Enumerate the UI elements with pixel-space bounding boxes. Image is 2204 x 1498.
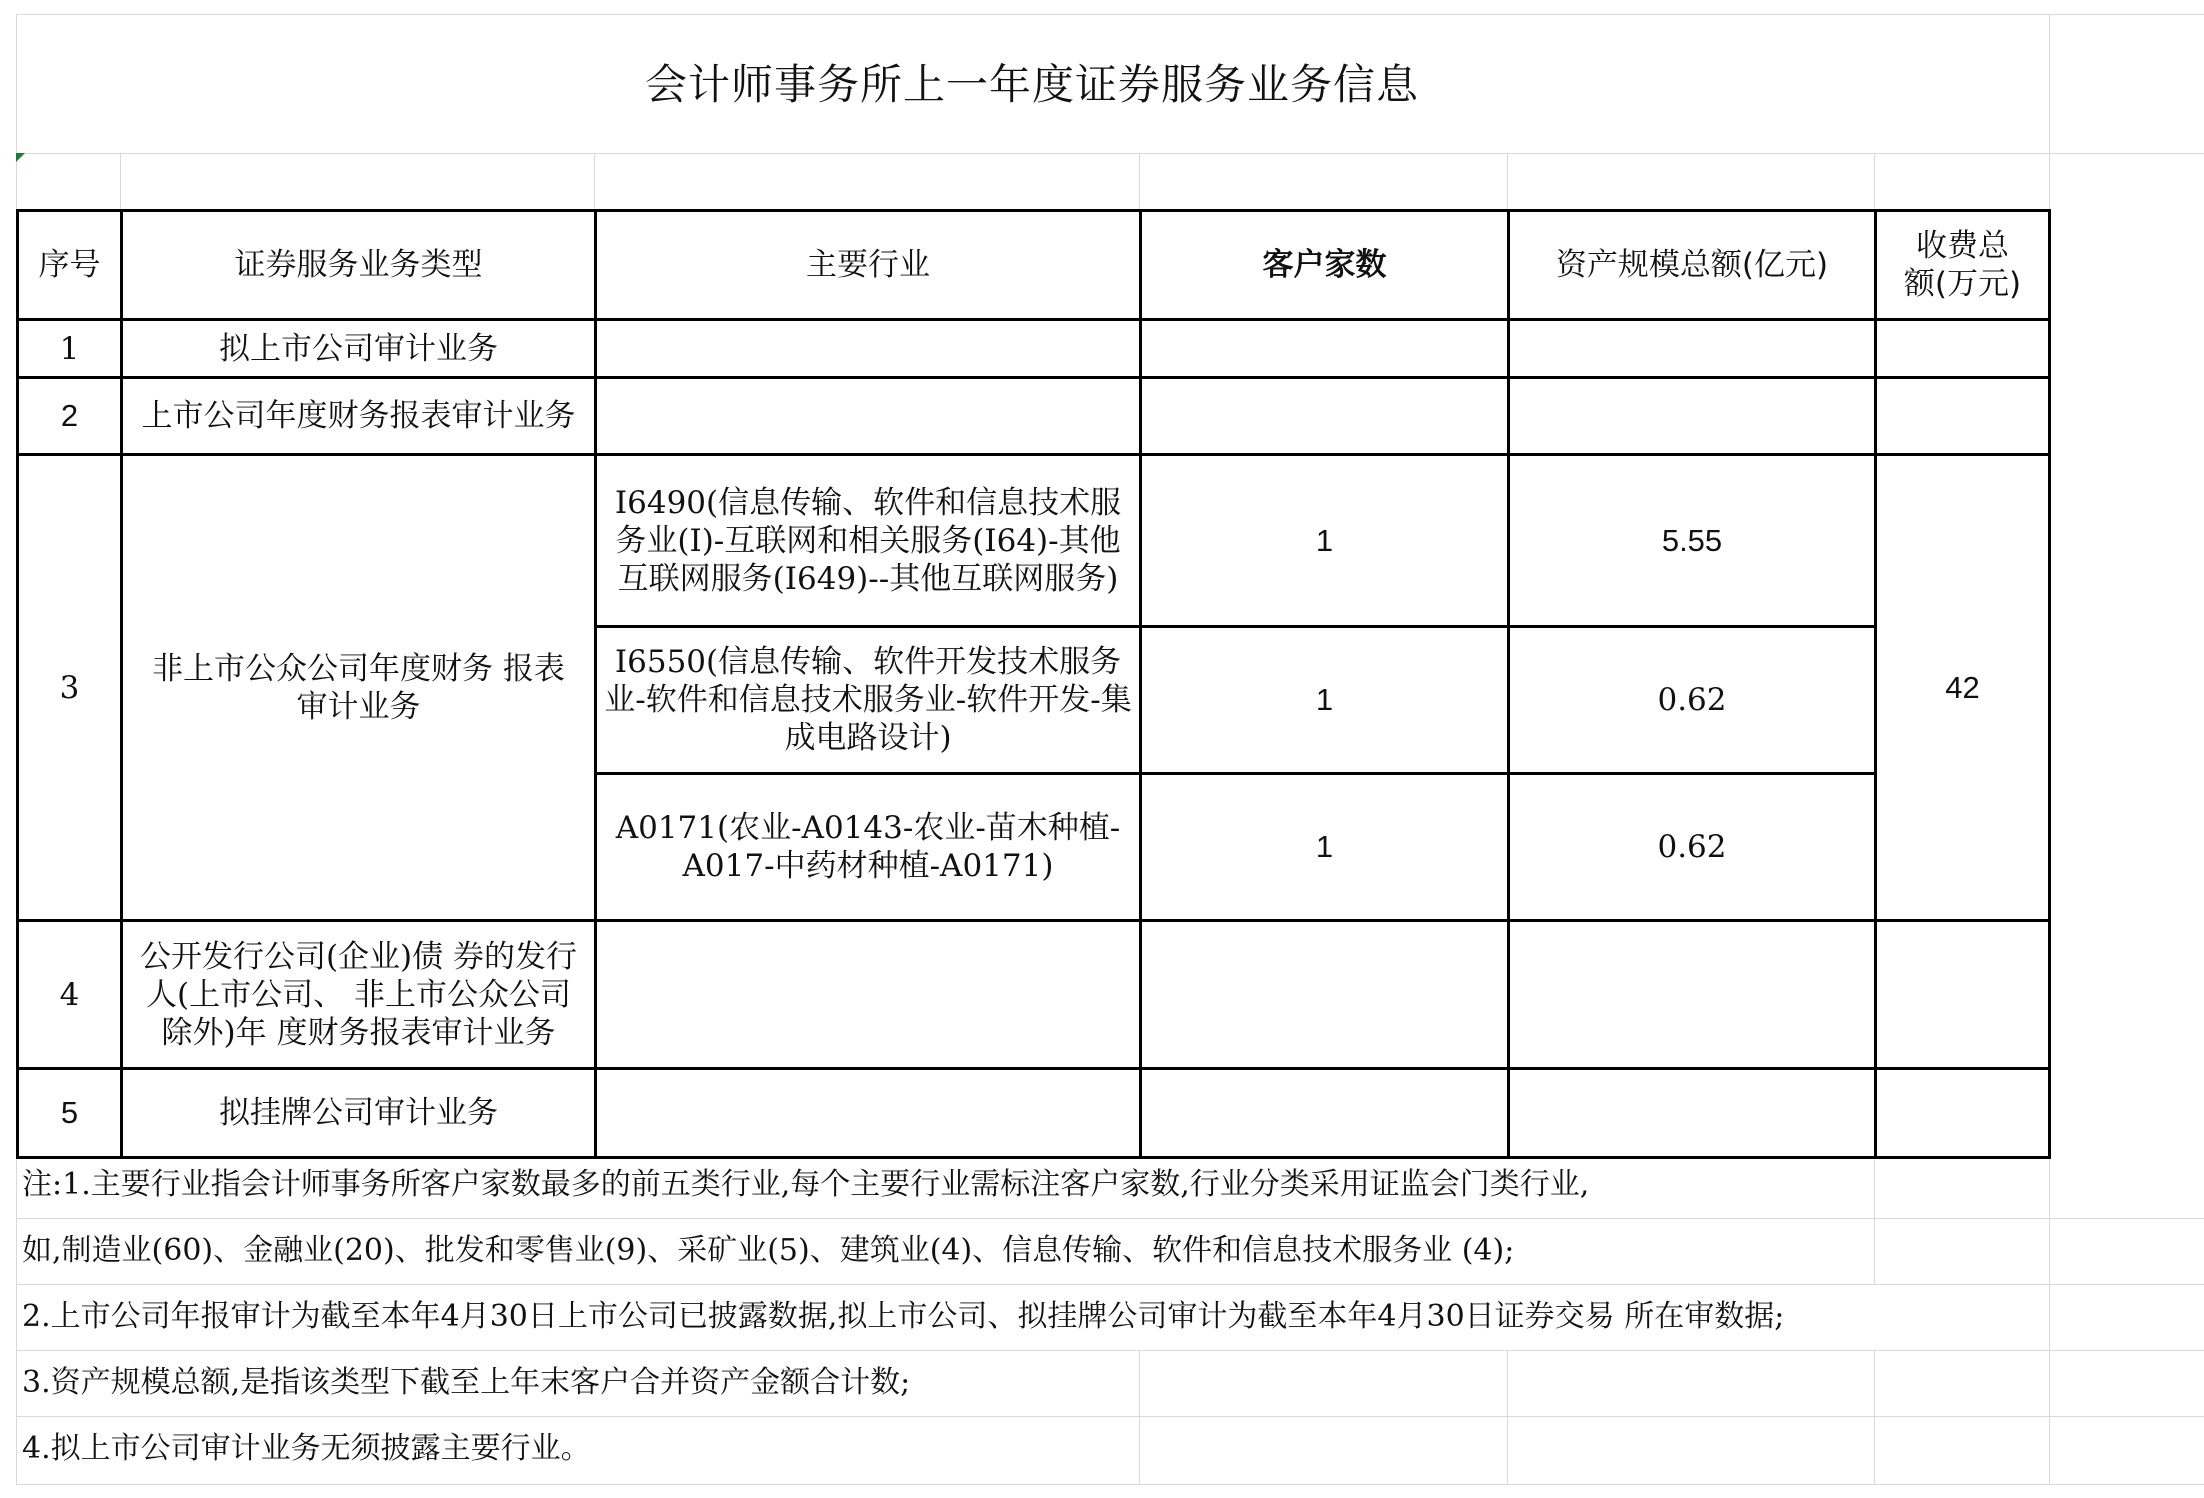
gridline	[1139, 153, 1140, 209]
row-clients[interactable]: 1	[1141, 455, 1509, 627]
gridline	[594, 153, 595, 209]
row-fees[interactable]	[1876, 320, 2050, 378]
row-industry[interactable]: I6490(信息传输、软件和信息技术服务业(I)-互联网和相关服务(I64)-其他互联网服务(I649)--其他互联网服务)	[596, 455, 1141, 627]
row-business-type[interactable]: 非上市公众公司年度财务 报表审计业务	[122, 455, 596, 921]
row-clients[interactable]	[1141, 378, 1509, 455]
header-main-industry[interactable]: 主要行业	[596, 211, 1141, 320]
note-line[interactable]: 如,制造业(60)、金融业(20)、批发和零售业(9)、采矿业(5)、建筑业(4)、信息传输、软件和信息技术服务业 (4);	[22, 1233, 1515, 1268]
row-assets[interactable]: 0.62	[1509, 627, 1876, 774]
row-clients[interactable]	[1141, 320, 1509, 378]
row-clients[interactable]	[1141, 1069, 1509, 1158]
row-clients[interactable]: 1	[1141, 774, 1509, 921]
row-clients[interactable]	[1141, 921, 1509, 1069]
table-row	[18, 320, 2050, 378]
row-clients[interactable]: 1	[1141, 627, 1509, 774]
gridline	[16, 153, 2204, 154]
row-fees[interactable]	[1876, 1069, 2050, 1158]
notes-block	[16, 1152, 2116, 1482]
table-row	[18, 455, 2050, 627]
row-assets[interactable]	[1509, 320, 1876, 378]
row-business-type[interactable]: 上市公司年度财务报表审计业务	[122, 378, 596, 455]
row-seq[interactable]: 2	[18, 378, 122, 455]
note-line[interactable]: 2.上市公司年报审计为截至本年4月30日上市公司已披露数据,拟上市公司、拟挂牌公司审计为截至本年4月30日证券交易 所在审数据;	[22, 1299, 1785, 1334]
row-industry[interactable]: I6550(信息传输、软件开发技术服务业-软件和信息技术服务业-软件开发-集成电路设计)	[596, 627, 1141, 774]
securities-business-table	[16, 209, 2051, 1159]
row-seq[interactable]: 1	[18, 320, 122, 378]
header-asset-total[interactable]: 资产规模总额(亿元)	[1509, 211, 1876, 320]
sheet-title: 会计师事务所上一年度证券服务业务信息	[644, 60, 1419, 109]
note-line[interactable]: 3.资产规模总额,是指该类型下截至上年末客户合并资产金额合计数;	[22, 1365, 911, 1400]
row-business-type[interactable]: 公开发行公司(企业)债 券的发行人(上市公司、 非上市公众公司除外)年 度财务报表审计业务	[122, 921, 596, 1069]
gridline	[1874, 153, 1875, 209]
row-assets[interactable]: 0.62	[1509, 774, 1876, 921]
row-seq[interactable]: 3	[18, 455, 122, 921]
row-industry[interactable]	[596, 921, 1141, 1069]
note-line[interactable]: 注:1.主要行业指会计师事务所客户家数最多的前五类行业,每个主要行业需标注客户家数,行业分类采用证监会门类行业,	[22, 1167, 1590, 1202]
row-industry[interactable]	[596, 378, 1141, 455]
row-fees[interactable]: 42	[1876, 455, 2050, 921]
table-row	[18, 378, 2050, 455]
header-seq[interactable]: 序号	[18, 211, 122, 320]
header-fee-total[interactable]: 收费总额(万元)	[1876, 211, 2050, 320]
row-business-type[interactable]: 拟上市公司审计业务	[122, 320, 596, 378]
row-industry[interactable]	[596, 320, 1141, 378]
header-client-count[interactable]: 客户家数	[1141, 211, 1509, 320]
header-row	[18, 211, 2050, 320]
gridline	[120, 153, 121, 209]
row-assets[interactable]	[1509, 921, 1876, 1069]
row-business-type[interactable]: 拟挂牌公司审计业务	[122, 1069, 596, 1158]
note-line[interactable]: 4.拟上市公司审计业务无须披露主要行业。	[22, 1431, 591, 1466]
row-industry[interactable]	[596, 1069, 1141, 1158]
row-assets[interactable]	[1509, 1069, 1876, 1158]
gridline	[16, 1484, 2204, 1485]
row-industry[interactable]: A0171(农业-A0143-农业-苗木种植-A017-中药材种植-A0171)	[596, 774, 1141, 921]
table-row	[18, 1069, 2050, 1158]
row-assets[interactable]: 5.55	[1509, 455, 1876, 627]
row-seq[interactable]: 4	[18, 921, 122, 1069]
cell-comment-marker	[16, 153, 25, 162]
row-assets[interactable]	[1509, 378, 1876, 455]
row-fees[interactable]	[1876, 378, 2050, 455]
row-seq[interactable]: 5	[18, 1069, 122, 1158]
gridline	[1507, 153, 1508, 209]
row-fees[interactable]	[1876, 921, 2050, 1069]
header-business-type[interactable]: 证券服务业务类型	[122, 211, 596, 320]
table-row	[18, 921, 2050, 1069]
